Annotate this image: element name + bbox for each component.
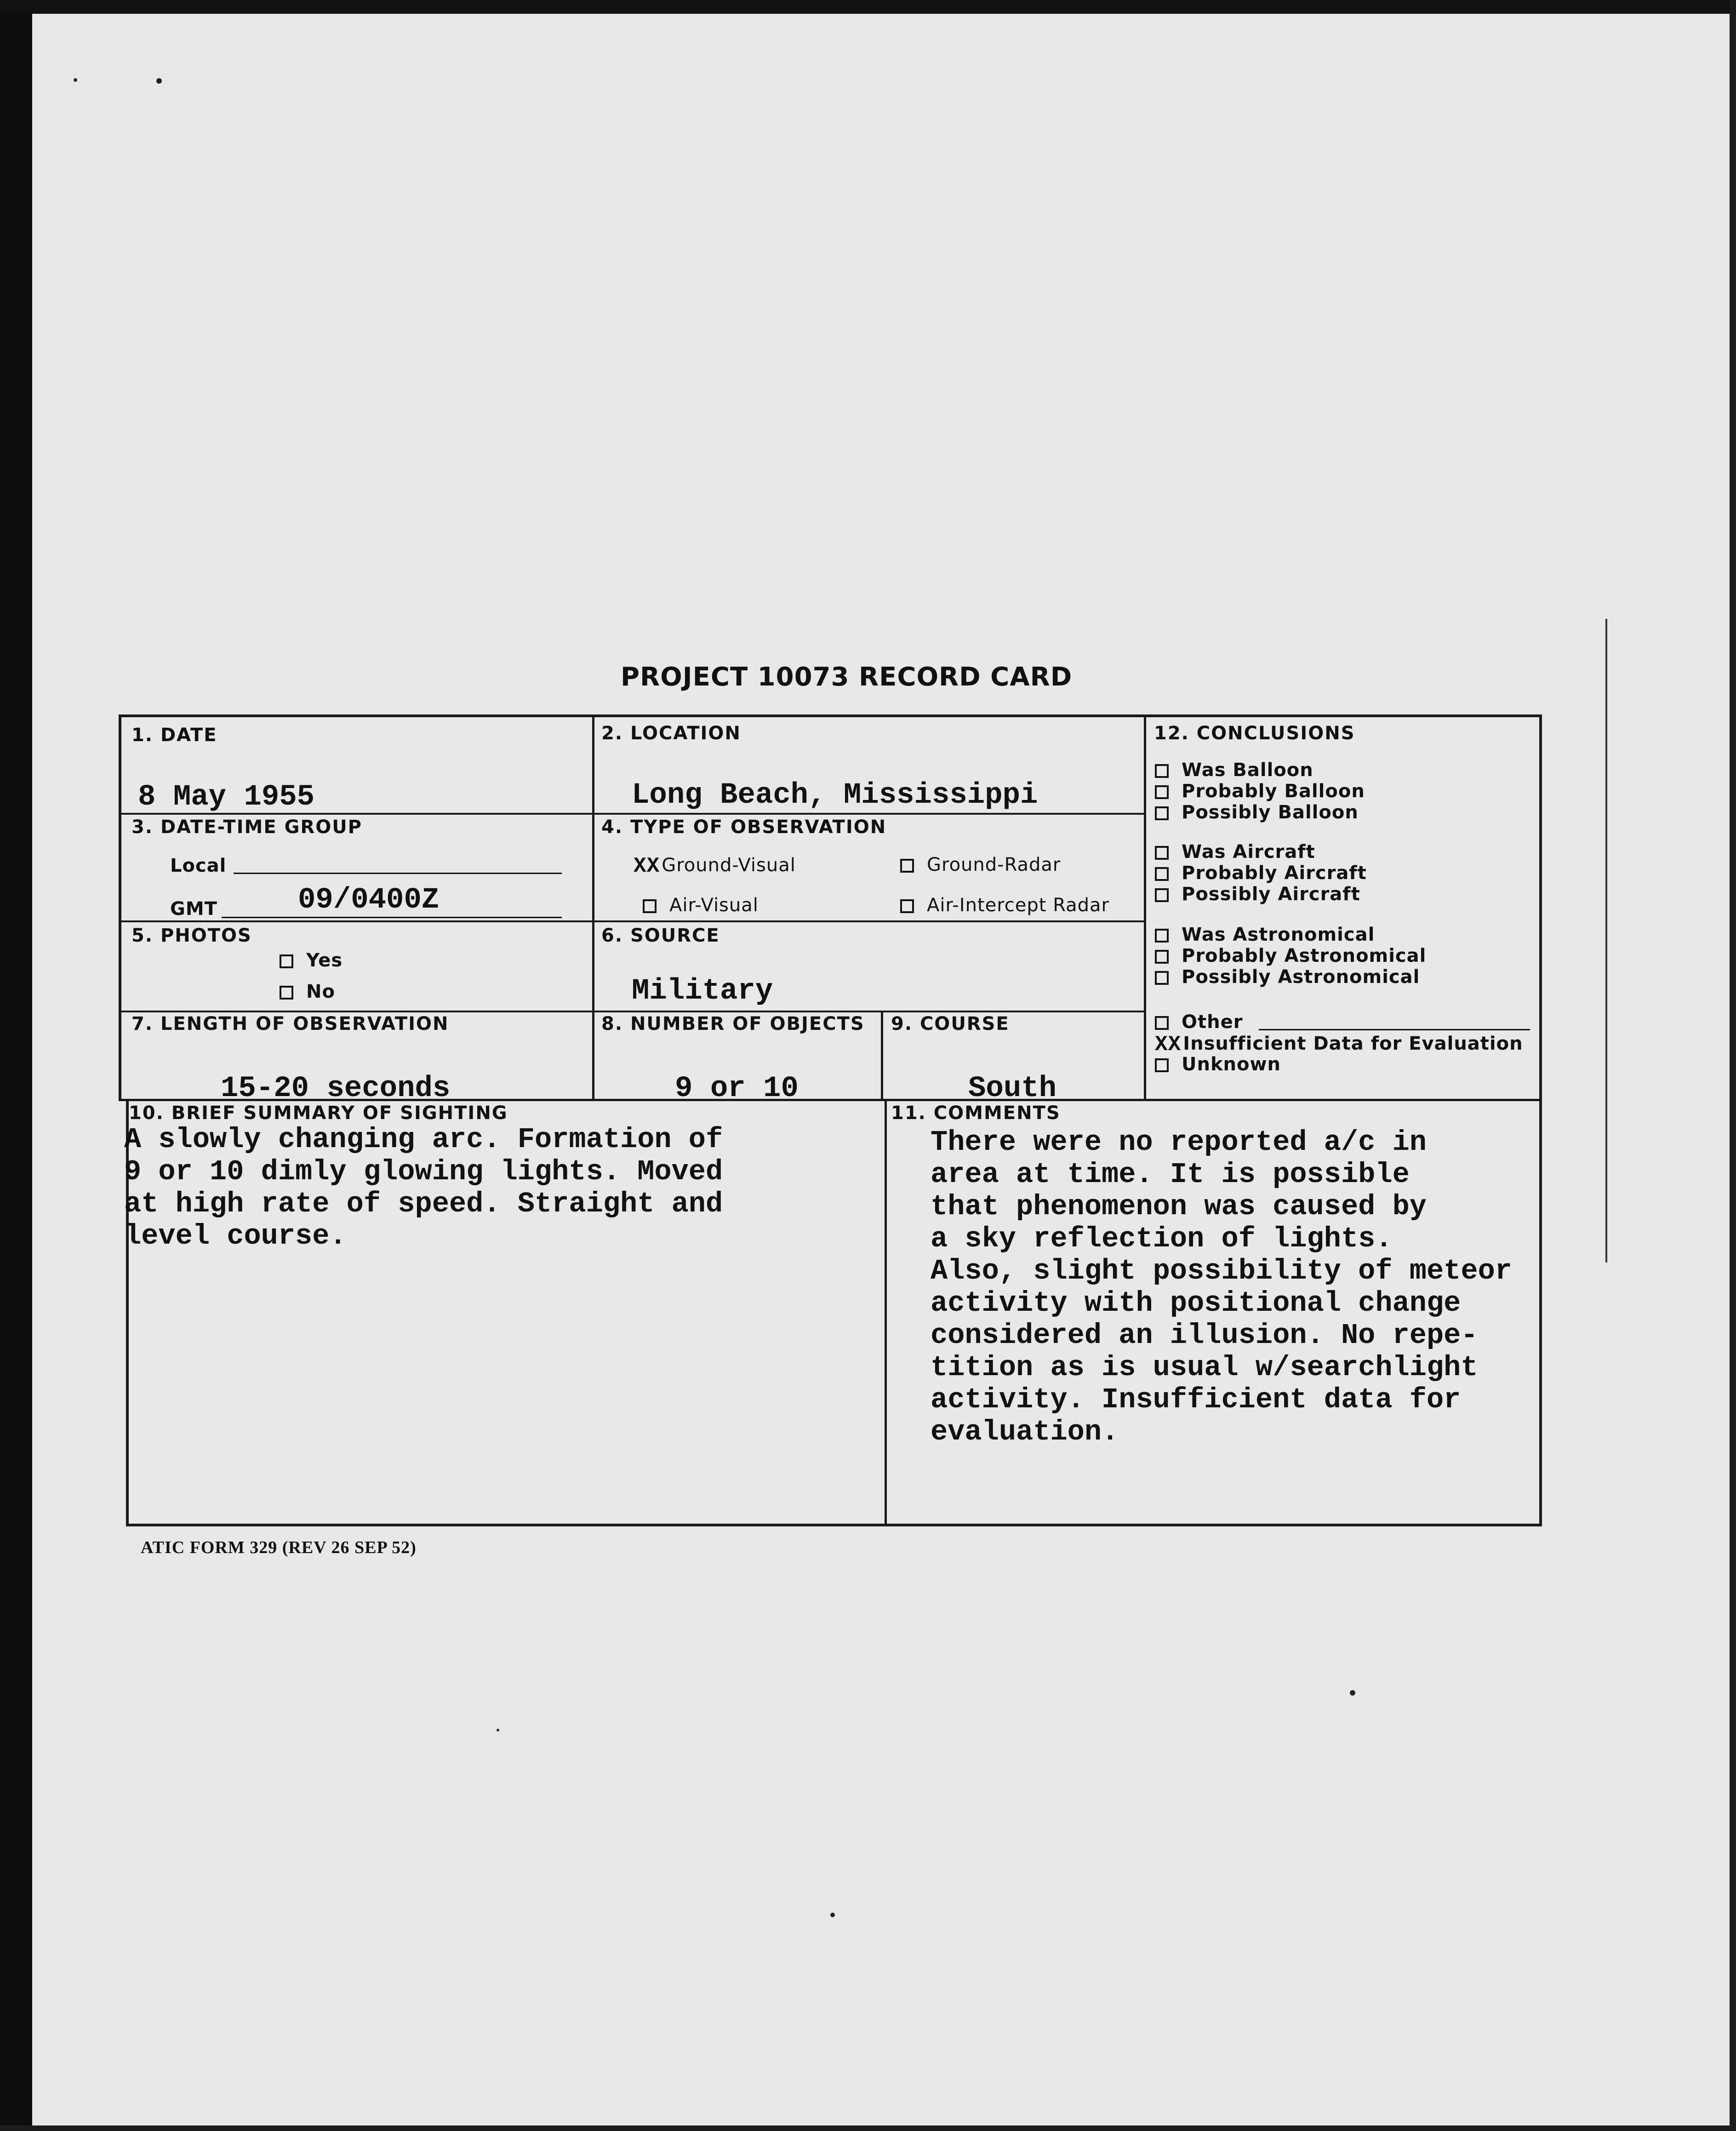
photos-option-yes[interactable]: Yes (280, 950, 343, 971)
film-border-top (0, 0, 1736, 14)
photos-option-no[interactable]: No (280, 981, 335, 1002)
comments-label: 11. COMMENTS (891, 1103, 1061, 1124)
option-ground-radar[interactable]: Ground-Radar (900, 854, 1061, 875)
checkbox-icon (1155, 950, 1169, 964)
card-title: PROJECT 10073 RECORD CARD (621, 662, 1073, 692)
film-border-right (1730, 0, 1736, 2131)
option-air-visual[interactable]: Air-Visual (643, 895, 759, 916)
speck (497, 1729, 499, 1731)
film-border-bottom (0, 2125, 1736, 2131)
checkbox-icon (900, 859, 914, 873)
checkbox-icon (900, 899, 914, 913)
checkbox-icon (1155, 764, 1169, 778)
option-ground-visual[interactable]: XX Ground-Visual (634, 854, 796, 878)
divider-col-d (885, 1100, 887, 1524)
conclusion-was-astronomical[interactable]: Was Astronomical (1155, 924, 1375, 945)
conclusion-unknown[interactable]: Unknown (1155, 1054, 1281, 1075)
course-label: 9. COURSE (891, 1013, 1010, 1034)
card-border-bottom (126, 1524, 1540, 1526)
speck (830, 1913, 835, 1917)
checkbox-icon (280, 986, 293, 1000)
conclusion-was-aircraft[interactable]: Was Aircraft (1155, 841, 1315, 863)
local-label: Local (170, 855, 227, 876)
checkbox-icon (1155, 971, 1169, 985)
speck (156, 78, 162, 84)
conclusions-label: 12. CONCLUSIONS (1154, 723, 1355, 744)
row-line-2 (119, 920, 1144, 922)
checkbox-icon (1155, 785, 1169, 799)
checkbox-icon (643, 899, 657, 913)
conclusion-insufficient-data[interactable]: XX Insufficient Data for Evaluation (1155, 1033, 1523, 1057)
source-label: 6. SOURCE (601, 925, 720, 946)
conclusion-probably-aircraft[interactable]: Probably Aircraft (1155, 863, 1367, 884)
other-underline (1259, 1029, 1530, 1030)
conclusion-probably-astronomical[interactable]: Probably Astronomical (1155, 945, 1426, 966)
source-value: Military (632, 975, 773, 1008)
checkbox-icon (1155, 1058, 1169, 1072)
summary-label: 10. BRIEF SUMMARY OF SIGHTING (129, 1103, 508, 1124)
checkbox-icon (1155, 867, 1169, 881)
card-border-right (1539, 714, 1542, 1526)
conclusion-possibly-astronomical[interactable]: Possibly Astronomical (1155, 966, 1420, 988)
checkbox-icon (1155, 846, 1169, 860)
check-mark-icon: XX (1155, 1033, 1182, 1057)
divider-col-a (592, 714, 594, 1100)
gmt-underline (222, 917, 562, 918)
location-value: Long Beach, Mississippi (632, 779, 1038, 812)
type-of-observation-label: 4. TYPE OF OBSERVATION (601, 817, 887, 838)
comments-text: There were no reported a/c in area at time. It is possible that phenomenon was caused by a sky reflection of lights. Also, slight possibility of meteor activity with positional change considered an illusion. No repe- tition as is usual w/searchlight activity. Insufficient data for evaluation. (931, 1126, 1513, 1448)
length-of-observation-value: 15-20 seconds (221, 1072, 451, 1105)
local-underline (234, 873, 562, 874)
length-of-observation-label: 7. LENGTH OF OBSERVATION (131, 1013, 449, 1034)
date-value: 8 May 1955 (138, 781, 315, 814)
conclusion-other[interactable]: Other (1155, 1011, 1243, 1033)
date-time-group-label: 3. DATE-TIME GROUP (131, 817, 362, 838)
checkbox-icon (1155, 888, 1169, 902)
edge-line (1605, 619, 1607, 1263)
film-border-left (0, 0, 32, 2131)
conclusion-possibly-aircraft[interactable]: Possibly Aircraft (1155, 884, 1360, 905)
date-label: 1. DATE (131, 725, 217, 746)
option-air-intercept-radar[interactable]: Air-Intercept Radar (900, 895, 1109, 916)
card-border-top (119, 714, 1540, 717)
number-of-objects-label: 8. NUMBER OF OBJECTS (601, 1013, 865, 1034)
divider-col-b (1144, 714, 1146, 1100)
speck (1350, 1690, 1355, 1696)
conclusion-possibly-balloon[interactable]: Possibly Balloon (1155, 802, 1359, 823)
check-mark-icon: XX (634, 854, 660, 878)
conclusion-probably-balloon[interactable]: Probably Balloon (1155, 781, 1365, 802)
checkbox-icon (1155, 806, 1169, 820)
record-card (119, 714, 1540, 1526)
conclusion-was-balloon[interactable]: Was Balloon (1155, 760, 1313, 781)
speck (74, 78, 77, 82)
card-border-left-top (119, 714, 121, 1101)
checkbox-icon (1155, 1016, 1169, 1030)
checkbox-icon (1155, 929, 1169, 943)
gmt-value: 09/0400Z (298, 884, 440, 917)
checkbox-icon (280, 954, 293, 968)
photos-label: 5. PHOTOS (131, 925, 252, 946)
number-of-objects-value: 9 or 10 (675, 1072, 799, 1105)
row-line-3 (119, 1011, 1144, 1012)
course-value: South (968, 1072, 1057, 1105)
divider-col-c (881, 1012, 883, 1100)
location-label: 2. LOCATION (601, 723, 741, 744)
form-footer: ATIC FORM 329 (REV 26 SEP 52) (141, 1538, 417, 1557)
summary-text: A slowly changing arc. Formation of 9 or 10 dimly glowing lights. Moved at high rate of speed. Straight and level course. (124, 1123, 723, 1252)
gmt-label: GMT (170, 898, 217, 920)
